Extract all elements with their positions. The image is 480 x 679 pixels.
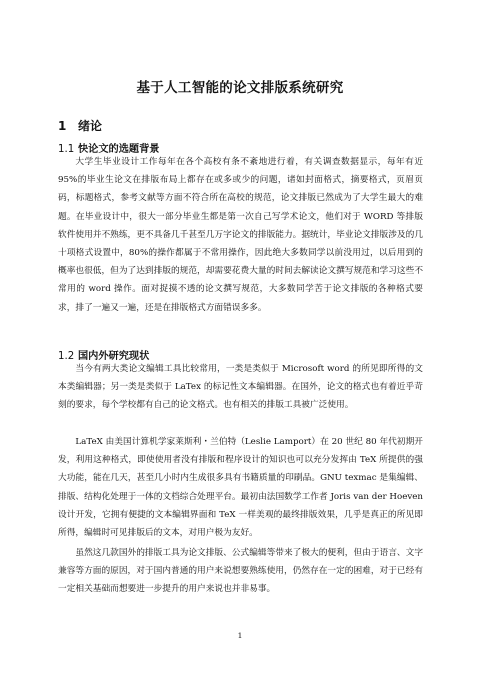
paragraph-limitations: 虽然这几款国外的排版工具为论文排版、公式编辑等带来了极大的便利，但由于语言、文字兼容等方面的原因，对于国内普通的用户来说想要熟练使用，仍然存在一定的困难，对于已经有一定相关基础而想要进一步提升的用户来说也并非易事。 — [58, 548, 423, 595]
section-number: 1.1 — [58, 144, 75, 155]
section-title: 快论文的选题背景 — [78, 144, 160, 155]
section-number: 1.2 — [58, 351, 75, 362]
paragraph-tools: 当今有两大类论文编辑工具比较常用，一类是类似于 Microsoft word 的所见即所得的文本类编辑器；另一类是类似于 LaTex 的标记性文本编辑器。在国外，论文的格式也有着近乎苛刻的要求，每个学校都有自己的论文格式。也有相关的排版工具被广泛使用。 — [58, 364, 423, 411]
page-number: 1 — [237, 631, 243, 640]
section-number: 1 — [58, 119, 67, 133]
paragraph-latex: LaTeX 由美国计算机学家莱斯利・兰伯特（Leslie Lamport）在 20 世纪 80 年代初期开发，利用这种格式，即使使用者没有排版和程序设计的知识也可以充分发挥由 TeX 所提供的强大功能，能在几天，甚至几小时内生成很多具有书籍质量的印刷品。GNU texmac 是集编辑、排版、结构化处理于一体的文档综合处理平台。最初由法国数学工作者 Joris van der Hoeven 设计开发，它拥有便捷的文本编辑界面和 TeX 一样美观的最终排版效果，几乎是真正的所见即所得，编辑时可见排版后的文本，对用户极为友好。 — [58, 437, 423, 539]
paper-title: 基于人工智能的论文排版系统研究 — [136, 80, 344, 96]
section-title: 绪论 — [78, 119, 103, 133]
section-title: 国内外研究现状 — [78, 351, 150, 362]
paragraph-background: 大学生毕业设计工作每年在各个高校有条不紊地进行着，有关调查数据显示，每年有近 95%的毕业生论文在排版布局上都存在或多或少的问题，诸如封面格式，摘要格式，页眉页码，标题格式，参考文献等方面不符合所在高校的规范，论文排版已然成为了大学生最大的难题。在毕业设计中，很大一部分毕业生都是第一次自己写学术论文，他们对于 WORD 等排版软件使用并不熟练，更不具备几千甚至几万字论文的排版能力。据统计，毕业论文排版涉及的几十项格式设置中，80%的操作都属于不常用操作，因此绝大多数同学以前没用过，以后用到的概率也很低，但为了达到排版的规范，却需要花费大量的时间去解读论文撰写规范和学习这些不常用的 word 操作。面对捉摸不透的论文撰写规范，大多数同学苦于论文排版的各种格式要求，排了一遍又一遍，还是在排版格式方面错误多多。 — [58, 157, 423, 313]
section-heading-1 — [58, 117, 102, 134]
